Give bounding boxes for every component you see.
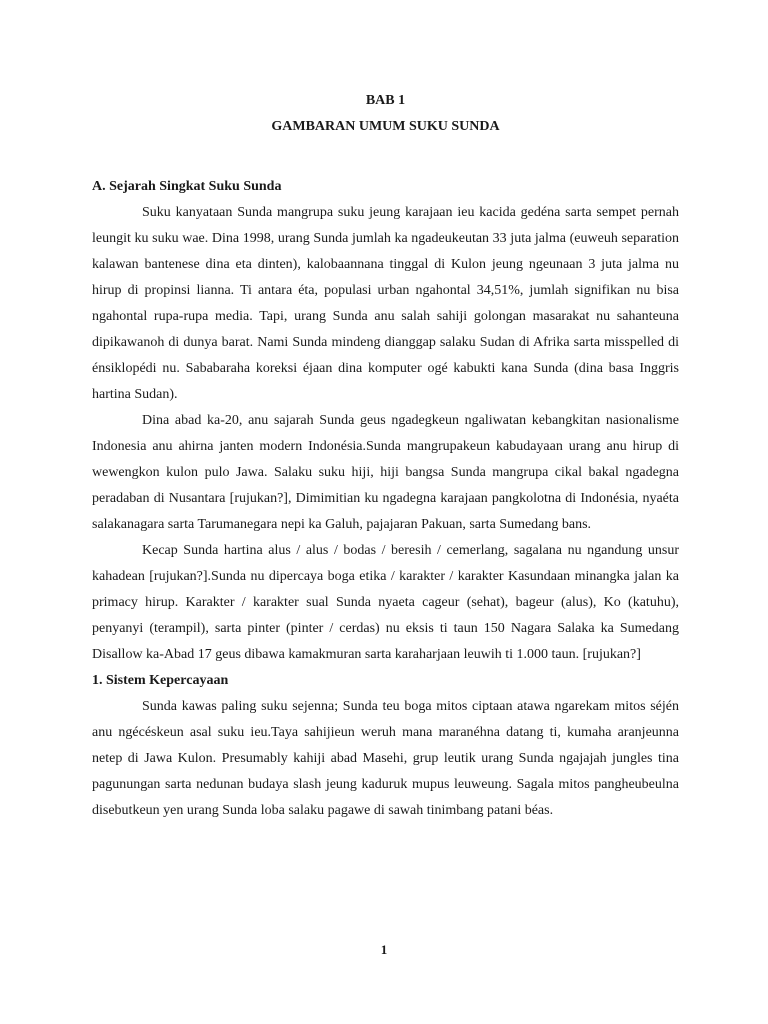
paragraph: Sunda kawas paling suku sejenna; Sunda teu boga mitos ciptaan atawa ngarekam mitos séjén anu ngécéskeun asal suku ieu.Taya sahijieun weruh mana maranéhna datang ti, kumaha aranjeunna netep di Jawa Kulon. Presumably kahiji abad Masehi, grup leutik urang Sunda ngajajah jungles tina pagunungan sarta nedunan budaya slash jeung kaduruk mupus leuweung. Sagala mitos pangheubeulna disebutkeun yen urang Sunda loba salaku pagawe di sawah tinimbang patani béas.: [92, 699, 679, 818]
section-title-sejarah: A. Sejarah Singkat Suku Sunda: [92, 179, 282, 194]
section-title-sistem-kepercayaan: 1. Sistem Kepercayaan: [92, 673, 229, 688]
document-page: [92, 88, 679, 824]
page-number: 1: [380, 942, 388, 957]
chapter-title: GAMBARAN UMUM SUKU SUNDA: [271, 119, 500, 134]
paragraph: Dina abad ka-20, anu sajarah Sunda geus ngadegkeun ngaliwatan kebangkitan nasionalisme Indonesia anu ahirna janten modern Indonésia.Sunda mangrupakeun kabudayaan urang anu hirup di wewengkon kulon pulo Jawa. Salaku suku hiji, hiji bangsa Sunda mangrupa cikal bakal ngadegna peradaban di Nusantara [rujukan?], Dimimitian ku ngadegna karajaan pangkolotna di Indonésia, nyaéta salakanagara sarta Tarumanegara nepi ka Galuh, pajajaran Pakuan, sarta Sumedang bans.: [92, 413, 679, 532]
section-sistem-kepercayaan: [92, 668, 679, 824]
paragraph: Suku kanyataan Sunda mangrupa suku jeung karajaan ieu kacida gedéna sarta sempet pernah leungit ku suku wae. Dina 1998, urang Sunda jumlah ka ngadeukeutan 33 juta jalma (euweuh separation kalawan bantenese dina eta dinten), kalobaannana tinggal di Kulon jeung ngeunaan 3 juta jalma nu hirup di propinsi lianna. Ti antara éta, populasi urban ngahontal 34,51%, jumlah signifikan nu bisa ngahontal rupa-rupa media. Tapi, urang Sunda anu salah sahiji golongan masarakat nu sahanteuna dipikawanoh di dunya barat. Nami Sunda mindeng dianggap salaku Sudan di Afrika sarta misspelled di énsiklopédi nu. Sababaraha koreksi éjaan dina komputer ogé kabukti kana Sunda (dina basa Inggris hartina Sudan).: [92, 205, 679, 402]
paragraph: Kecap Sunda hartina alus / alus / bodas / beresih / cemerlang, sagalana nu ngandung unsur kahadean [rujukan?].Sunda nu dipercaya boga etika / karakter / karakter Kasundaan minangka jalan ka primacy hirup. Karakter / karakter sual Sunda nyaeta cageur (sehat), bageur (alus), Ko (katuhu), penyanyi (terampil), sarta pinter (pinter / cerdas) nu eksis ti taun 150 Nagara Salaka ka Sumedang Disallow ka-Abad 17 geus dibawa kamakmuran sarta karaharjaan leuwih ti 1.000 taun. [rujukan?]: [92, 543, 679, 662]
chapter-label: BAB 1: [365, 93, 406, 108]
section-sejarah: [92, 174, 679, 668]
